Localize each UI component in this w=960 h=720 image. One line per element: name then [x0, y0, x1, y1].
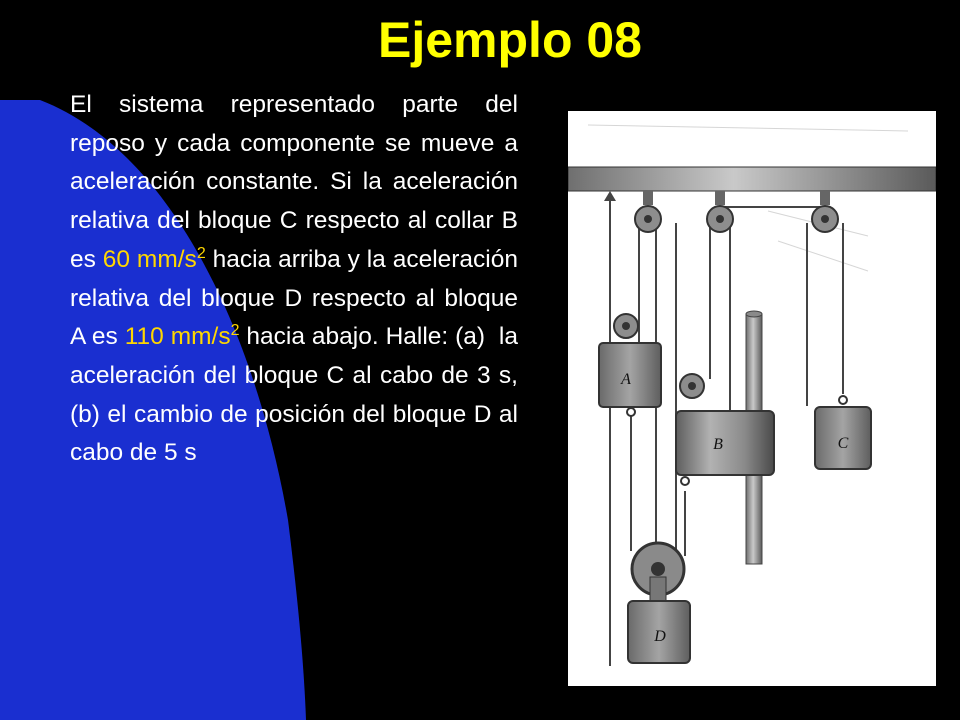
block-c [815, 396, 871, 469]
block-d [628, 543, 690, 663]
problem-text-part-2: hacia arriba y la aceleración relativa del bloque D respecto al bloque A es [70, 245, 519, 351]
relative-accel-c-value: 60 $mm/s^2$ [102, 244, 206, 273]
pulley-diagram [568, 111, 936, 686]
problem-text-part-1: El sistema representado parte del reposo y cada componente se mueve a aceleración constante. Si la aceleración relativa del bloque C respecto al collar B es [70, 91, 518, 273]
top-pulley-2 [707, 191, 733, 232]
block-a [599, 314, 661, 416]
ceiling-anchor [604, 191, 616, 201]
ceiling-beam [568, 167, 936, 191]
problem-statement [70, 86, 518, 473]
block-a-label: A [621, 371, 631, 388]
problem-text-part-3: hacia abajo. Halle: (a) la aceleración del bloque C al cabo de 3 s, (b) el cambio de posición del bloque D al cabo de 5 s [70, 323, 518, 467]
block-d-label: D [654, 628, 666, 645]
relative-accel-d-value: 110 $mm/s^2$ [124, 322, 240, 351]
top-pulley-3 [812, 191, 838, 232]
collar-b-label: B [713, 436, 723, 453]
paper-marks [588, 125, 908, 271]
pulley-system-figure [568, 111, 936, 686]
slide-title: Ejemplo 08 [378, 12, 642, 68]
top-pulley-1 [635, 191, 661, 232]
block-c-label: C [837, 435, 849, 452]
